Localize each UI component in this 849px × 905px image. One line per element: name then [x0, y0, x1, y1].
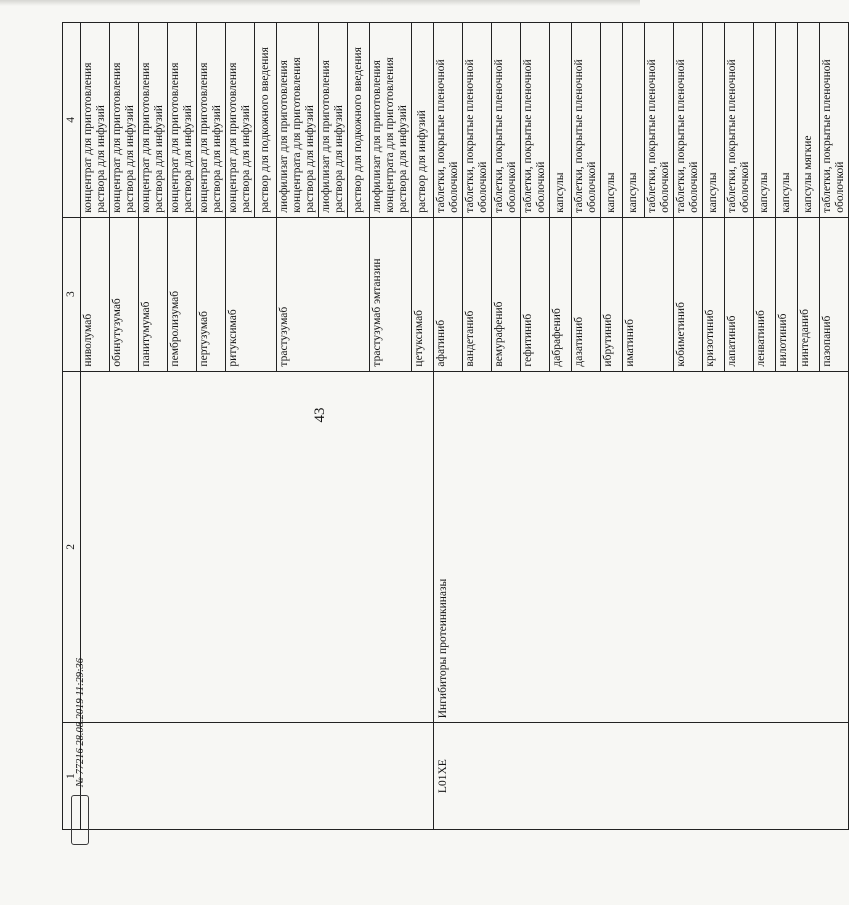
- substance-cell: ибрутиниб: [601, 217, 623, 371]
- dosage-form-cell: таблетки, покрытые пленочной оболочкой: [645, 23, 674, 218]
- garant-stamp-logo: [71, 795, 89, 845]
- substance-cell: обинутузумаб: [110, 217, 139, 371]
- table-body: [63, 23, 849, 830]
- document-footer: [70, 625, 90, 845]
- dosage-form-cell: концентрат для приготовления раствора для инфузий: [168, 23, 197, 218]
- substance-cell: нилотиниб: [776, 217, 798, 371]
- dosage-form-cell: капсулы: [623, 23, 645, 218]
- dosage-form-cell: капсулы: [754, 23, 776, 218]
- dosage-form-cell: таблетки, покрытые пленочной оболочкой: [492, 23, 521, 218]
- substance-cell: афатиниб: [434, 217, 463, 371]
- substance-cell: иматиниб: [623, 217, 674, 371]
- drug-list-table: [62, 22, 849, 830]
- dosage-form-cell: капсулы мягкие: [798, 23, 820, 218]
- dosage-form-cell: капсулы: [601, 23, 623, 218]
- dosage-form-cell: таблетки, покрытые пленочной оболочкой: [572, 23, 601, 218]
- header-col-4: 4: [63, 23, 81, 218]
- substance-cell: дабрафениб: [550, 217, 572, 371]
- atc-code-cell: L01XE: [434, 723, 849, 830]
- dosage-form-cell: таблетки, покрытые пленочной оболочкой: [463, 23, 492, 218]
- substance-cell: ниволумаб: [81, 217, 110, 371]
- atc-code-cell: [81, 723, 434, 830]
- substance-cell: дазатиниб: [572, 217, 601, 371]
- substance-cell: пертузумаб: [197, 217, 226, 371]
- substance-cell: ленватиниб: [754, 217, 776, 371]
- header-col-2: 2: [63, 371, 81, 723]
- dosage-form-cell: концентрат для приготовления раствора для инфузий: [139, 23, 168, 218]
- dosage-form-cell: таблетки, покрытые пленочной оболочкой: [434, 23, 463, 218]
- substance-cell: гефитиниб: [521, 217, 550, 371]
- substance-cell: трастузумаб эмтанзин: [370, 217, 412, 371]
- dosage-form-cell: таблетки, покрытые пленочной оболочкой: [521, 23, 550, 218]
- document-reference: № 77216 28.08.2019 11:29:36: [74, 658, 86, 787]
- dosage-form-cell: концентрат для приготовления раствора для инфузий: [197, 23, 226, 218]
- table-row: [434, 23, 463, 830]
- page-number: 43: [311, 407, 328, 423]
- substance-cell: ритуксимаб: [226, 217, 277, 371]
- substance-cell: цетуксимаб: [412, 217, 434, 371]
- substance-cell: нинтеданиб: [798, 217, 820, 371]
- dosage-form-cell: концентрат для приготовления раствора для инфузий: [81, 23, 110, 218]
- substance-cell: пазопаниб: [820, 217, 849, 371]
- dosage-form-cell: концентрат для приготовления раствора для инфузий: [226, 23, 255, 218]
- dosage-form-cell: раствор для подкожного введения: [255, 23, 277, 218]
- dosage-form-cell: раствор для подкожного введения: [348, 23, 370, 218]
- dosage-form-cell: лиофилизат для приготовления концентрата для приготовления раствора для инфузий: [370, 23, 412, 218]
- dosage-form-cell: таблетки, покрытые пленочной оболочкой: [674, 23, 703, 218]
- substance-cell: лапатиниб: [725, 217, 754, 371]
- scan-edge: [0, 0, 640, 6]
- dosage-form-cell: раствор для инфузий: [412, 23, 434, 218]
- substance-cell: пембролизумаб: [168, 217, 197, 371]
- dosage-form-cell: капсулы: [550, 23, 572, 218]
- dosage-form-cell: концентрат для приготовления раствора для инфузий: [110, 23, 139, 218]
- dosage-form-cell: лиофилизат для приготовления раствора для инфузий: [319, 23, 348, 218]
- dosage-form-cell: капсулы: [703, 23, 725, 218]
- header-col-3: 3: [63, 217, 81, 371]
- header-col-1: 1: [63, 723, 81, 830]
- group-name-cell: [81, 371, 434, 723]
- substance-cell: трастузумаб: [277, 217, 370, 371]
- substance-cell: вемурафениб: [492, 217, 521, 371]
- dosage-form-cell: лиофилизат для приготовления концентрата для приготовления раствора для инфузий: [277, 23, 319, 218]
- dosage-form-cell: таблетки, покрытые пленочной оболочкой: [820, 23, 849, 218]
- group-name-cell: Ингибиторы протеинкиназы: [434, 371, 849, 723]
- dosage-form-cell: капсулы: [776, 23, 798, 218]
- substance-cell: панитумумаб: [139, 217, 168, 371]
- table-container: [62, 22, 846, 830]
- dosage-form-cell: таблетки, покрытые пленочной оболочкой: [725, 23, 754, 218]
- substance-cell: кобиметиниб: [674, 217, 703, 371]
- substance-cell: кризотиниб: [703, 217, 725, 371]
- substance-cell: вандетаниб: [463, 217, 492, 371]
